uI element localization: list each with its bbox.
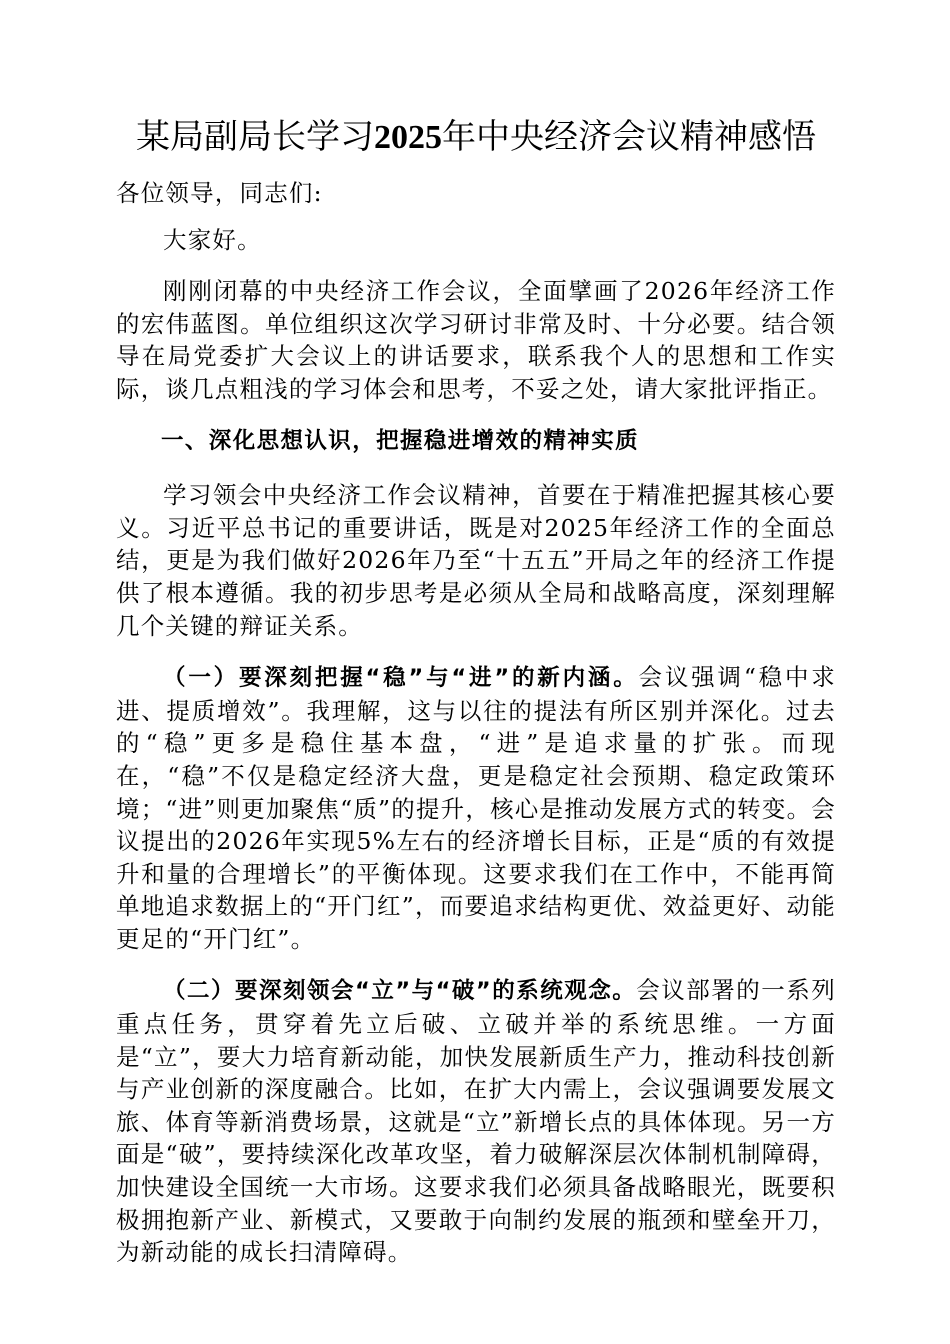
- document-title: [116, 112, 836, 163]
- title-suffix: 年中央经济会议精神感悟: [442, 117, 816, 157]
- point-1-text: 会议强调“稳中求进、提质增效”。我理解，这与以往的提法有所区别并深化。过去的“稳”更多是稳住基本盘，“进”是追求量的扩张。而现在，“稳”不仅是稳定经济大盘，更是稳定社会预期、稳定政策环境；“进”则更加聚焦“质”的提升，核心是推动发展方式的转变。会议提出的2026年实现5%左右的经济增长目标，正是“质的有效提升和量的合理增长”的平衡体现。这要求我们在工作中，不能再简单地追求数据上的“开门红”，而要追求结构更优、效益更好、动能更足的“开门红”。: [116, 663, 836, 953]
- section-1-heading: 一、深化思想认识，把握稳进增效的精神实质: [161, 427, 640, 454]
- title-prefix: 某局副局长学习: [136, 117, 374, 157]
- document-page: [116, 112, 836, 1269]
- point-1-paragraph: [116, 661, 836, 955]
- point-2-paragraph: [116, 974, 836, 1268]
- greeting: 大家好。: [163, 225, 262, 254]
- intro-paragraph: 刚刚闭幕的中央经济工作会议，全面擘画了2026年经济工作的宏伟蓝图。单位组织这次学习研讨非常及时、十分必要。结合领导在局党委扩大会议上的讲话要求，联系我个人的思想和工作实际，谈几点粗浅的学习体会和思考，不妥之处，请大家批评指正。: [116, 277, 836, 403]
- point-2-lead: （二）要深刻领会“立”与“破”的系统观念。: [163, 978, 637, 1005]
- title-year: 2025: [374, 119, 442, 156]
- point-1-lead: （一）要深刻把握“稳”与“进”的新内涵。: [163, 665, 639, 692]
- salutation: 各位领导，同志们:: [116, 179, 323, 207]
- section-1-paragraph: 学习领会中央经济工作会议精神，首要在于精准把握其核心要义。习近平总书记的重要讲话，既是对2025年经济工作的全面总结，更是为我们做好2026年乃至“十五五”开局之年的经济工作提供了根本遵循。我的初步思考是必须从全局和战略高度，深刻理解几个关键的辩证关系。: [116, 481, 836, 640]
- point-2-text: 会议部署的一系列重点任务，贯穿着先立后破、立破并举的系统思维。一方面是“立”，要大力培育新动能，加快发展新质生产力，推动科技创新与产业创新的深度融合。比如，在扩大内需上，会议强调要发展文旅、体育等新消费场景，这就是“立”新增长点的具体体现。另一方面是“破”，要持续深化改革攻坚，着力破解深层次体制机制障碍，加快建设全国统一大市场。这要求我们必须具备战略眼光，既要积极拥抱新产业、新模式，又要敢于向制约发展的瓶颈和壁垒开刀，为新动能的成长扫清障碍。: [116, 976, 836, 1267]
